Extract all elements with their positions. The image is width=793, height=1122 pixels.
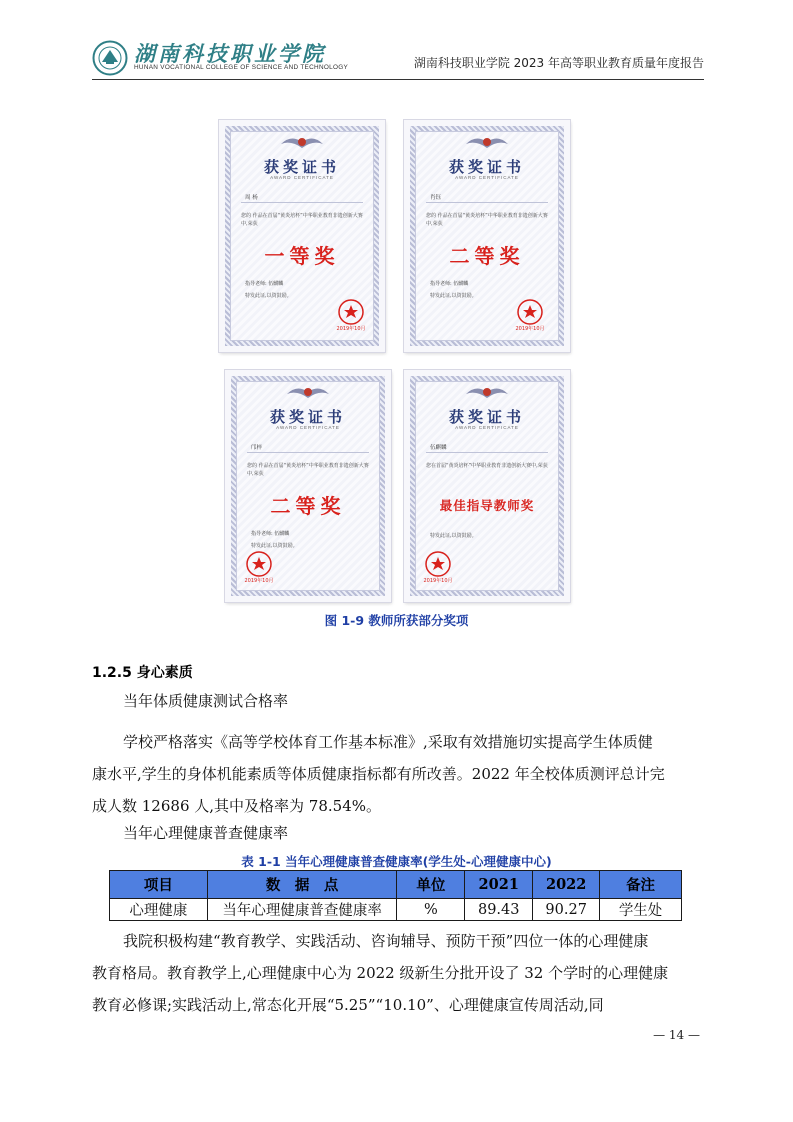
certificate-note: 特发此证,以资鼓励。 — [430, 293, 477, 299]
certificate-body: 您的 作品在首届“黄炎培杯”中华职业教育非遗创新大赛中,荣获 — [247, 463, 369, 477]
svg-text:2019年10月: 2019年10月 — [336, 326, 366, 332]
college-name-english: HUNAN VOCATIONAL COLLEGE OF SCIENCE AND TECHNOLOGY — [134, 64, 349, 71]
subheading-mental-health: 当年心理健康普查健康率 — [123, 824, 289, 842]
certificate-teacher: 指导老师: 伍麒麟 — [245, 281, 284, 287]
certificate-title: 获奖证书 — [269, 408, 346, 426]
table-cell: 90.27 — [533, 899, 600, 921]
mental-health-table — [109, 870, 682, 921]
certificate-crest-icon — [285, 384, 331, 402]
certificate-note: 特发此证,以资鼓励。 — [430, 533, 477, 539]
certificate-title: 获奖证书 — [448, 158, 525, 176]
table-header-cell: 数 据 点 — [207, 871, 397, 899]
report-title: 湖南科技职业学院 2023 年高等职业教育质量年度报告 — [413, 56, 704, 70]
figure-caption: 图 1-9 教师所获部分奖项 — [324, 613, 469, 628]
svg-text:2019年10月: 2019年10月 — [244, 578, 274, 584]
red-seal-icon — [239, 550, 279, 584]
red-seal-icon — [510, 298, 550, 332]
table-header-row — [110, 871, 682, 899]
subheading-fitness: 当年体质健康测试合格率 — [123, 692, 289, 710]
certificate-first-prize — [219, 120, 385, 352]
table-header-cell: 备注 — [600, 871, 682, 899]
table-cell: 学生处 — [600, 899, 682, 921]
certificate-subtitle: AWARD CERTIFICATE — [276, 425, 340, 430]
certificate-body: 您的 作品在首届“黄炎培杯”中华职业教育非遗创新大赛中,荣获 — [241, 213, 363, 227]
certificate-title: 获奖证书 — [448, 408, 525, 426]
certificate-gallery — [219, 120, 573, 606]
certificate-second-prize — [404, 120, 570, 352]
red-seal-icon — [418, 550, 458, 584]
table-header-cell: 2021 — [465, 871, 533, 899]
table-header-cell: 2022 — [533, 871, 600, 899]
paragraph-fitness: 学校严格落实《高等学校体育工作基本标准》,采取有效措施切实提高学生体质健 康水平,学生的身体机能素质等体质健康指标都有所改善。2022 年全校体质测评总计完 成人数 12686 人,其中及格率为 78.54%。 — [92, 733, 665, 815]
certificate-award: 一等奖 — [264, 244, 340, 268]
certificate-crest-icon — [279, 134, 325, 152]
certificate-award: 二等奖 — [270, 494, 346, 518]
certificate-recipient: 周 杨 — [245, 195, 258, 201]
page-header — [92, 38, 704, 78]
table-row — [110, 899, 682, 921]
certificate-body: 您在首届“黄炎培杯”中华职业教育非遗创新大赛中,荣获 — [426, 463, 548, 469]
certificate-award: 最佳指导教师奖 — [439, 498, 535, 513]
header-divider — [92, 79, 704, 80]
certificate-subtitle: AWARD CERTIFICATE — [455, 425, 519, 430]
certificate-recipient: 邝梓 — [251, 445, 263, 451]
red-seal-icon — [331, 298, 371, 332]
certificate-recipient: 肖钰 — [430, 195, 442, 201]
table-cell: % — [397, 899, 465, 921]
certificate-title: 获奖证书 — [263, 158, 340, 176]
paragraph-mental-health: 我院积极构建“教育教学、实践活动、咨询辅导、预防干预”四位一体的心理健康 教育格局。教育教学上,心理健康中心为 2022 级新生分批开设了 32 个学时的心理健康 教育必修课;实践活动上,常态化开展“5.25”“10.10”、心理健康宣传周活动,同 — [92, 932, 669, 1014]
table-header-cell: 项目 — [110, 871, 208, 899]
certificate-crest-icon — [464, 384, 510, 402]
table-header-cell: 单位 — [397, 871, 465, 899]
certificate-subtitle: AWARD CERTIFICATE — [270, 175, 334, 180]
table-cell: 当年心理健康普查健康率 — [207, 899, 397, 921]
certificate-note: 特发此证,以资鼓励。 — [245, 293, 292, 299]
certificate-subtitle: AWARD CERTIFICATE — [455, 175, 519, 180]
certificate-teacher: 指导老师: 伍麒麟 — [251, 531, 290, 537]
certificate-crest-icon — [464, 134, 510, 152]
table-cell: 89.43 — [465, 899, 533, 921]
certificate-teacher: 指导老师: 伍麒麟 — [430, 281, 469, 287]
college-name-calligraphy: 湖南科技职业学院 — [134, 41, 326, 66]
certificate-best-instructor — [404, 370, 570, 602]
certificate-second-prize — [225, 370, 391, 602]
page-number: — 14 — — [653, 1028, 700, 1042]
table-caption: 表 1-1 当年心理健康普查健康率(学生处-心理健康中心) — [241, 854, 552, 869]
table-cell: 心理健康 — [110, 899, 208, 921]
certificate-recipient: 伍麒麟 — [430, 445, 447, 451]
section-heading: 1.2.5 身心素质 — [92, 665, 193, 681]
certificate-note: 特发此证,以资鼓励。 — [251, 543, 298, 549]
certificate-body: 您的 作品在首届“黄炎培杯”中华职业教育非遗创新大赛中,荣获 — [426, 213, 548, 227]
certificate-award: 二等奖 — [449, 244, 525, 268]
svg-text:2019年10月: 2019年10月 — [423, 578, 453, 584]
svg-text:2019年10月: 2019年10月 — [515, 326, 545, 332]
college-seal-icon — [92, 40, 128, 76]
